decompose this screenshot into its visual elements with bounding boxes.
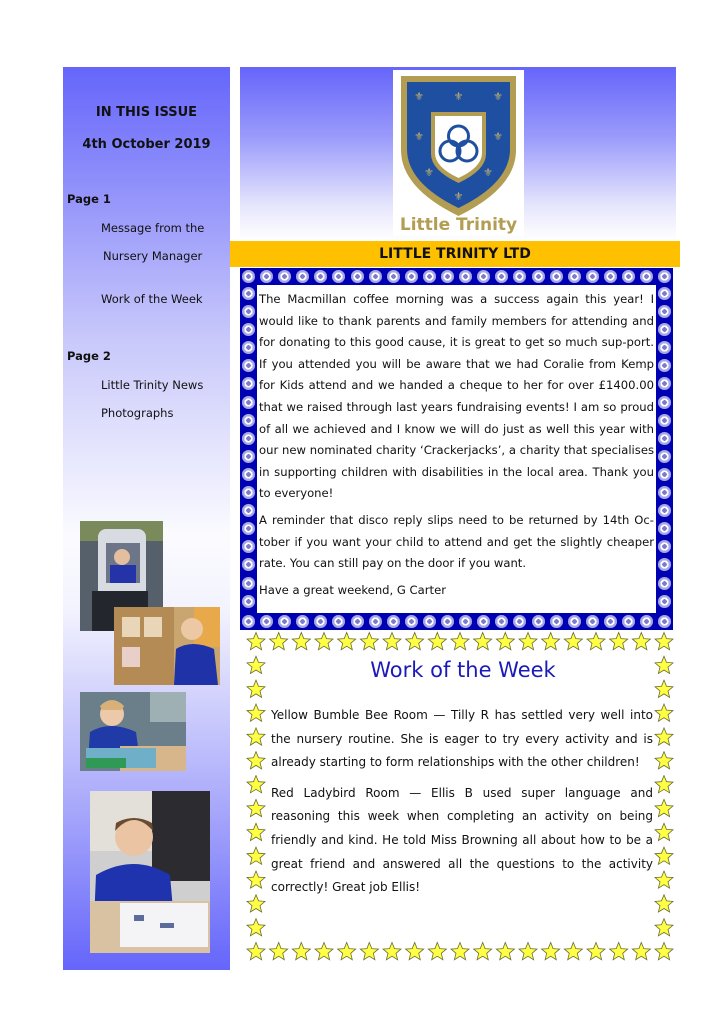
flower-border-icon	[604, 270, 617, 283]
star-border-icon	[632, 943, 650, 960]
svg-text:⚜: ⚜	[453, 190, 464, 203]
star-border-icon	[655, 847, 673, 864]
star-border-icon	[587, 943, 605, 960]
star-border-icon	[338, 943, 356, 960]
flower-border-icon	[369, 270, 382, 283]
work-of-week-title: Work of the Week	[370, 658, 556, 682]
toc-item: Message from the	[101, 221, 205, 235]
issue-date: 4th October 2019	[82, 137, 211, 152]
flower-border-icon	[550, 270, 563, 283]
star-border-icon	[247, 776, 265, 793]
flower-border-icon	[532, 615, 545, 628]
star-border-icon	[610, 943, 628, 960]
flower-border-icon	[242, 341, 255, 354]
flower-border-icon	[658, 577, 671, 590]
star-border-icon	[406, 943, 424, 960]
star-border-icon	[655, 776, 673, 793]
svg-text:⚜: ⚜	[414, 90, 424, 103]
flower-border-icon	[351, 270, 364, 283]
flower-border-icon	[242, 287, 255, 300]
star-border-icon	[564, 943, 582, 960]
star-border-icon	[610, 633, 628, 650]
message-paragraph: The Macmillan coffee morning was a success again this year! I would like to thank parents and family members for attending and for donating to this good cause, it is great to get so much sup-port. If you attended you will be aware that we had Coralie from Kemp for Kids attend and we handed a cheque to her for over £1400.00 that we raised through last years fundraising events! I am so proud of all we achieved and I know we will do just as well this year with our new nominated charity ‘Crackerjacks’, a charity that specialises in supporting children with disabilities in the local area. Thank you to everyone!	[259, 292, 654, 501]
photo-child-at-activity-wall	[114, 607, 220, 685]
flower-border-icon	[586, 615, 599, 628]
star-border-icon	[315, 943, 333, 960]
flower-border-icon	[658, 341, 671, 354]
flower-border-icon	[622, 270, 635, 283]
star-border-icon	[655, 633, 673, 650]
photo-child-reading-book	[80, 692, 186, 771]
flower-border-icon	[640, 270, 653, 283]
star-border-icon	[292, 943, 310, 960]
flower-border-icon	[369, 615, 382, 628]
flower-border-icon	[387, 270, 400, 283]
star-border-icon	[564, 633, 582, 650]
message-signoff: Have a great weekend, G Carter	[259, 582, 446, 597]
little-trinity-logo	[393, 70, 524, 236]
flower-border-icon	[658, 305, 671, 318]
flower-border-icon	[242, 396, 255, 409]
star-border-icon	[655, 871, 673, 888]
flower-border-icon	[477, 270, 490, 283]
svg-text:⚜: ⚜	[424, 166, 434, 179]
flower-border-icon	[568, 615, 581, 628]
flower-border-icon	[351, 615, 364, 628]
star-border-icon	[247, 895, 265, 912]
flower-border-top	[242, 270, 671, 283]
flower-border-icon	[532, 270, 545, 283]
flower-border-icon	[658, 323, 671, 336]
flower-border-icon	[242, 270, 255, 283]
flower-border-icon	[550, 615, 563, 628]
work-of-week-entries	[271, 704, 653, 907]
star-border-icon	[360, 633, 378, 650]
flower-border-icon	[640, 615, 653, 628]
flower-border-icon	[495, 270, 508, 283]
flower-border-icon	[260, 270, 273, 283]
star-border-icon	[247, 871, 265, 888]
flower-border-icon	[242, 450, 255, 463]
star-border-icon	[315, 633, 333, 650]
flower-border-right	[658, 287, 671, 608]
star-border-icon	[428, 633, 446, 650]
flower-border-icon	[477, 615, 490, 628]
flower-border-icon	[658, 468, 671, 481]
star-border-icon	[270, 943, 288, 960]
flower-border-bottom	[242, 615, 671, 628]
flower-border-icon	[242, 432, 255, 445]
flower-border-icon	[658, 359, 671, 372]
manager-message	[259, 289, 654, 606]
flower-border-icon	[622, 615, 635, 628]
star-border-icon	[338, 633, 356, 650]
flower-border-icon	[242, 558, 255, 571]
star-border-icon	[496, 943, 514, 960]
flower-border-icon	[314, 270, 327, 283]
star-border-icon	[519, 943, 537, 960]
star-border-icon	[542, 633, 560, 650]
star-border-icon	[496, 633, 514, 650]
flower-border-icon	[658, 615, 671, 628]
flower-border-icon	[658, 377, 671, 390]
star-border-icon	[270, 633, 288, 650]
star-border-icon	[247, 656, 265, 673]
star-border-icon	[655, 752, 673, 769]
flower-border-icon	[423, 270, 436, 283]
flower-border-left	[242, 287, 255, 608]
flower-border-icon	[658, 450, 671, 463]
toc-item: Little Trinity News	[101, 378, 204, 392]
svg-text:⚜: ⚜	[414, 130, 424, 143]
work-entry: Yellow Bumble Bee Room — Tilly R has settled very well into the nursery routine. She is eager to try every activity and is already starting to form relationships with the other children!	[271, 708, 653, 770]
flower-border-icon	[405, 615, 418, 628]
flower-border-icon	[278, 615, 291, 628]
star-border-icon	[360, 943, 378, 960]
star-border-icon	[655, 919, 673, 936]
star-border-icon	[655, 895, 673, 912]
flower-border-icon	[242, 504, 255, 517]
flower-border-icon	[242, 522, 255, 535]
star-border-icon	[451, 943, 469, 960]
flower-border-icon	[658, 595, 671, 608]
svg-text:⚜: ⚜	[493, 130, 503, 143]
flower-border-icon	[658, 432, 671, 445]
logo-text: Little Trinity	[399, 215, 518, 235]
star-border-icon	[587, 633, 605, 650]
page-2-label: Page 2	[67, 349, 111, 363]
star-border-icon	[292, 633, 310, 650]
star-border-icon	[519, 633, 537, 650]
star-border-icon	[474, 633, 492, 650]
flower-border-icon	[296, 615, 309, 628]
star-border-icon	[247, 704, 265, 721]
flower-border-icon	[242, 595, 255, 608]
flower-border-icon	[658, 287, 671, 300]
star-border-icon	[428, 943, 446, 960]
star-border-icon	[655, 704, 673, 721]
star-border-icon	[383, 633, 401, 650]
star-border-icon	[632, 633, 650, 650]
star-border-icon	[247, 752, 265, 769]
svg-text:⚜: ⚜	[483, 166, 493, 179]
flower-border-icon	[441, 615, 454, 628]
svg-text:⚜: ⚜	[453, 90, 464, 103]
flower-border-icon	[658, 270, 671, 283]
star-border-icon	[655, 943, 673, 960]
star-border-icon	[247, 919, 265, 936]
flower-border-icon	[296, 270, 309, 283]
star-border-icon	[406, 633, 424, 650]
flower-border-icon	[242, 305, 255, 318]
flower-border-icon	[332, 615, 345, 628]
flower-border-icon	[604, 615, 617, 628]
flower-border-icon	[658, 486, 671, 499]
flower-border-icon	[658, 414, 671, 427]
star-border-icon	[247, 633, 265, 650]
flower-border-icon	[242, 377, 255, 390]
flower-border-icon	[242, 540, 255, 553]
flower-border-icon	[242, 323, 255, 336]
flower-border-icon	[242, 414, 255, 427]
toc-item: Photographs	[101, 406, 174, 420]
flower-border-icon	[387, 615, 400, 628]
star-border-icon	[655, 656, 673, 673]
flower-border-icon	[242, 486, 255, 499]
photo-child-at-desk	[90, 791, 210, 953]
flower-border-icon	[242, 615, 255, 628]
flower-border-icon	[658, 504, 671, 517]
flower-border-icon	[278, 270, 291, 283]
flower-border-icon	[459, 270, 472, 283]
flower-border-icon	[405, 270, 418, 283]
sidebar-heading: IN THIS ISSUE	[95, 105, 198, 120]
flower-border-icon	[658, 558, 671, 571]
svg-text:⚜: ⚜	[493, 90, 503, 103]
star-border-icon	[655, 728, 673, 745]
page-1-label: Page 1	[67, 192, 111, 206]
star-border-icon	[247, 847, 265, 864]
star-border-icon	[655, 680, 673, 697]
star-border-icon	[542, 943, 560, 960]
flower-border-icon	[242, 359, 255, 372]
star-border-icon	[247, 823, 265, 840]
flower-border-icon	[658, 540, 671, 553]
flower-border-icon	[568, 270, 581, 283]
star-border-icon	[655, 799, 673, 816]
flower-border-icon	[314, 615, 327, 628]
flower-border-icon	[423, 615, 436, 628]
flower-border-icon	[441, 270, 454, 283]
flower-border-icon	[513, 615, 526, 628]
message-paragraph: A reminder that disco reply slips need to be returned by 14th Oc-tober if you want your child to attend and get the slightly cheaper rate. You can still pay on the door if you want.	[259, 512, 654, 571]
flower-border-icon	[495, 615, 508, 628]
company-banner: LITTLE TRINITY LTD	[230, 241, 680, 267]
flower-border-icon	[586, 270, 599, 283]
flower-border-icon	[260, 615, 273, 628]
star-border-icon	[247, 680, 265, 697]
flower-border-icon	[658, 522, 671, 535]
flower-border-icon	[658, 396, 671, 409]
flower-border-icon	[513, 270, 526, 283]
star-border-icon	[247, 728, 265, 745]
toc-item: Work of the Week	[101, 292, 203, 306]
star-border-icon	[451, 633, 469, 650]
flower-border-icon	[459, 615, 472, 628]
work-entry: Red Ladybird Room — Ellis B used super language and reasoning this week when completing an activity on being friendly and kind. He told Miss Browning all about how to be a great friend and answered all the questions to the activity correctly! Great job Ellis!	[271, 785, 653, 895]
star-border-icon	[383, 943, 401, 960]
star-border-icon	[474, 943, 492, 960]
flower-border-icon	[332, 270, 345, 283]
star-border-icon	[247, 943, 265, 960]
flower-border-icon	[242, 577, 255, 590]
star-border-icon	[247, 799, 265, 816]
star-border-icon	[655, 823, 673, 840]
toc-item: Nursery Manager	[103, 249, 203, 263]
flower-border-icon	[242, 468, 255, 481]
